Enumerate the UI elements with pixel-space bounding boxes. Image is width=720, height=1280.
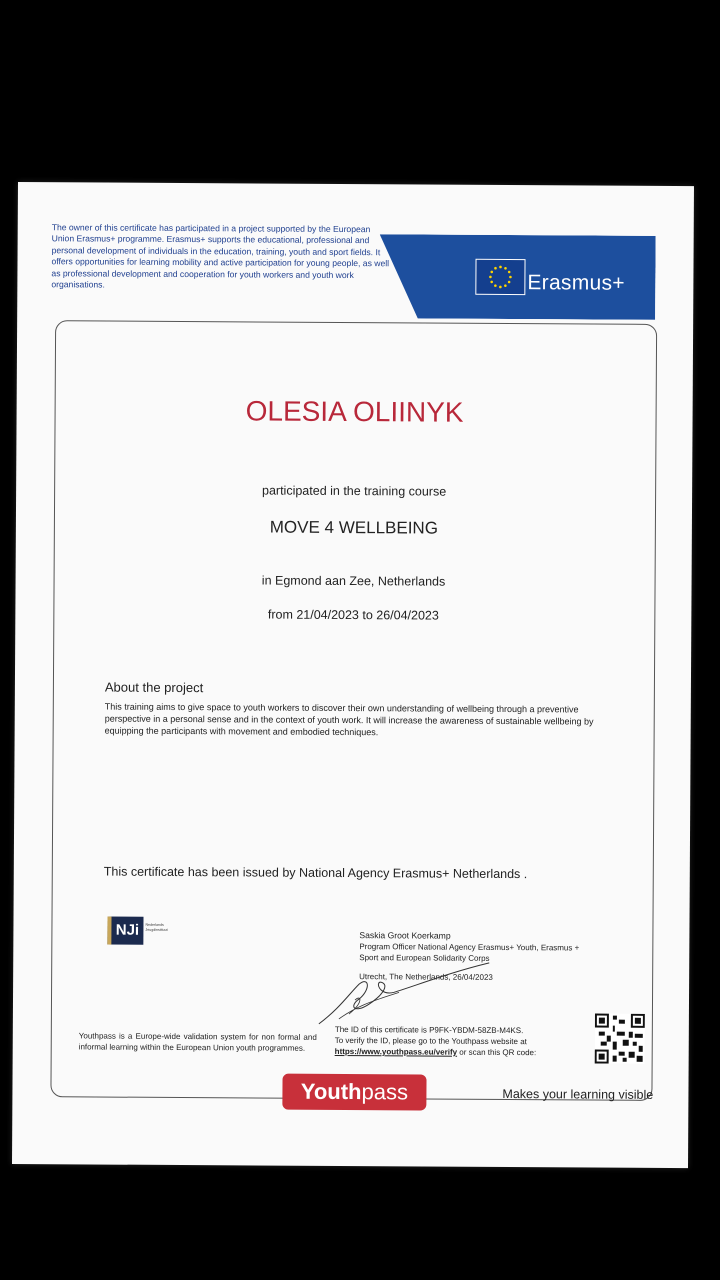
erasmus-brand: Erasmus+ (527, 271, 625, 295)
youthpass-logo-bold: Youth (300, 1078, 362, 1105)
issued-by-text: This certificate has been issued by National Agency Erasmus+ Netherlands . (103, 864, 528, 882)
youthpass-note: Youthpass is a Europe-wide validation system for non formal and informal learning within the European Union youth programmes. (78, 1031, 317, 1053)
about-text: This training aims to give space to youth workers to discover their own understanding of wellbeing through a preventive perspective in a personal sense and in the context of youth work. It will increase the awareness of sustainable wellbeing by equipping the participants with movement and embodied techniques. (104, 701, 594, 738)
signatory-place-date: Utrecht, The Netherlands, 26/04/2023 (359, 972, 493, 982)
youthpass-logo-rest: pass (361, 1079, 409, 1105)
signatory-role: Program Officer National Agency Erasmus+ Youth, Erasmus + Sport and European Solidarity Corps (359, 942, 580, 963)
handwritten-signature (309, 954, 499, 1035)
eu-flag-icon (475, 259, 525, 295)
verify-link[interactable]: https://www.youthpass.eu/verify (334, 1046, 458, 1057)
intro-text: The owner of this certificate has participated in a project supported by the European Union Erasmus+ programme. Erasmus+ supports the educational, professional and personal development of individuals in the education, training, youth and sport fields. It offers opportunities for learning mobility and active participation for young people, as well as professional development and cooperation for youth workers and youth work organisations. (51, 222, 390, 290)
nji-logo (107, 913, 171, 949)
dates-text: from 21/04/2023 to 26/04/2023 (267, 607, 439, 623)
qr-code-icon[interactable] (595, 1014, 645, 1064)
participated-text: participated in the training course (261, 483, 447, 499)
about-heading: About the project (104, 679, 204, 696)
youthpass-slogan: Makes your learning visible (502, 1086, 654, 1102)
course-title: MOVE 4 WELLBEING (269, 517, 439, 538)
signatory-name: Saskia Groot Koerkamp (359, 930, 451, 941)
verify-block (335, 1024, 583, 1059)
verify-suffix: or scan this QR code: (457, 1047, 537, 1058)
youthpass-logo (282, 1074, 426, 1111)
certificate-paper (12, 182, 694, 1168)
certificate-id-text: The ID of this certificate is P9FK-YBDM-58ZB-M4KS. (334, 1024, 524, 1036)
nji-logo-subtext: Nederlands Jeugdinstituut (145, 922, 168, 932)
location-text: in Egmond aan Zee, Netherlands (261, 573, 446, 589)
participant-name: OLESIA OLIINYK (245, 395, 464, 428)
nji-logo-mark: NJi (107, 917, 143, 945)
verify-instruction: To verify the ID, please go to the Youthpass website at (334, 1035, 527, 1047)
